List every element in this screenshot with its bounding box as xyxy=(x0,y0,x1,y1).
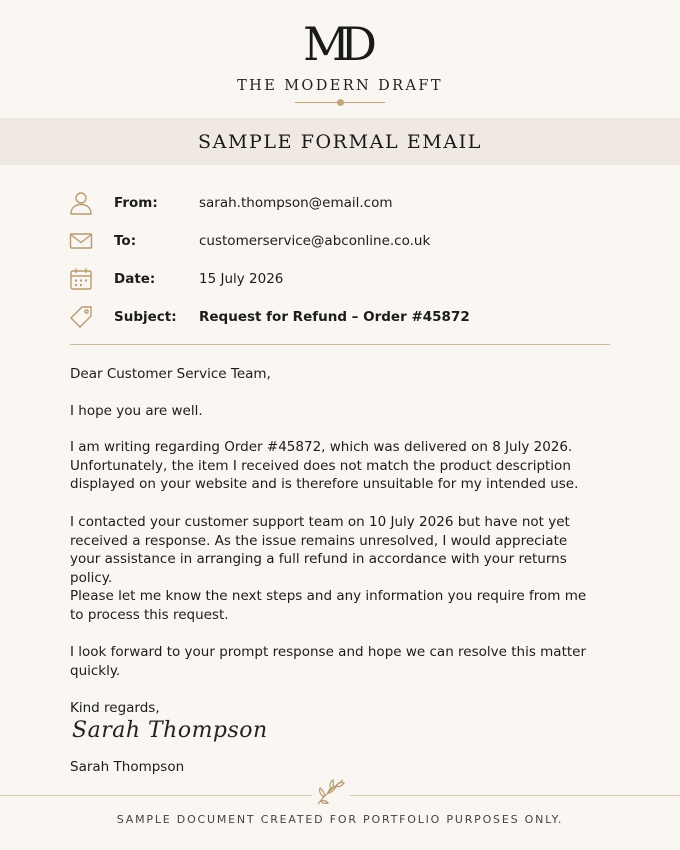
meta-label-to: To: xyxy=(114,233,137,249)
brand-divider-dot xyxy=(337,99,344,106)
meta-value-from: sarah.thompson@email.com xyxy=(199,195,393,211)
envelope-icon xyxy=(68,228,94,254)
handwritten-signature: Sarah Thompson xyxy=(72,718,268,743)
footer-disclaimer: SAMPLE DOCUMENT CREATED FOR PORTFOLIO PURPOSES ONLY. xyxy=(116,813,564,826)
meta-value-to: customerservice@abconline.co.uk xyxy=(199,233,431,249)
meta-label-from: From: xyxy=(114,195,158,211)
email-paragraph-5: I look forward to your prompt response and hope we can resolve this matter quickly. xyxy=(70,644,587,679)
email-paragraph-1: I hope you are well. xyxy=(70,403,203,419)
email-paragraph-3: I contacted your customer support team on 10 July 2026 but have not yet received a response. As the issue remains unresolved, I would appreciate your assistance in arranging a full refund in accordance with your returns policy. xyxy=(70,514,570,586)
header-divider xyxy=(70,344,610,345)
meta-value-date: 15 July 2026 xyxy=(199,271,284,287)
email-paragraph-2: I am writing regarding Order #45872, which was delivered on 8 July 2026. Unfortunately, the item I received does not match the product description displayed on your website and is therefore unsuitable for my intended use. xyxy=(70,439,579,492)
leaf-sprig-icon xyxy=(312,776,350,808)
meta-row-subject xyxy=(0,302,680,332)
email-closing: Kind regards, xyxy=(70,700,160,716)
meta-row-date xyxy=(0,264,680,294)
brand-logo xyxy=(0,18,680,70)
user-icon xyxy=(68,190,94,216)
brand-name: THE MODERN DRAFT xyxy=(237,78,443,94)
page-title: SAMPLE FORMAL EMAIL xyxy=(0,118,680,165)
tag-icon xyxy=(68,304,94,330)
meta-value-subject: Request for Refund – Order #45872 xyxy=(199,309,470,325)
meta-row-to xyxy=(0,226,680,256)
calendar-icon xyxy=(68,266,94,292)
brand-monogram: MD xyxy=(303,17,367,71)
email-paragraph-4: Please let me know the next steps and any information you require from me to process this request. xyxy=(70,588,587,623)
meta-label-date: Date: xyxy=(114,271,156,287)
meta-label-subject: Subject: xyxy=(114,309,177,325)
sender-name: Sarah Thompson xyxy=(70,759,185,775)
email-greeting: Dear Customer Service Team, xyxy=(70,366,271,382)
meta-row-from xyxy=(0,188,680,218)
